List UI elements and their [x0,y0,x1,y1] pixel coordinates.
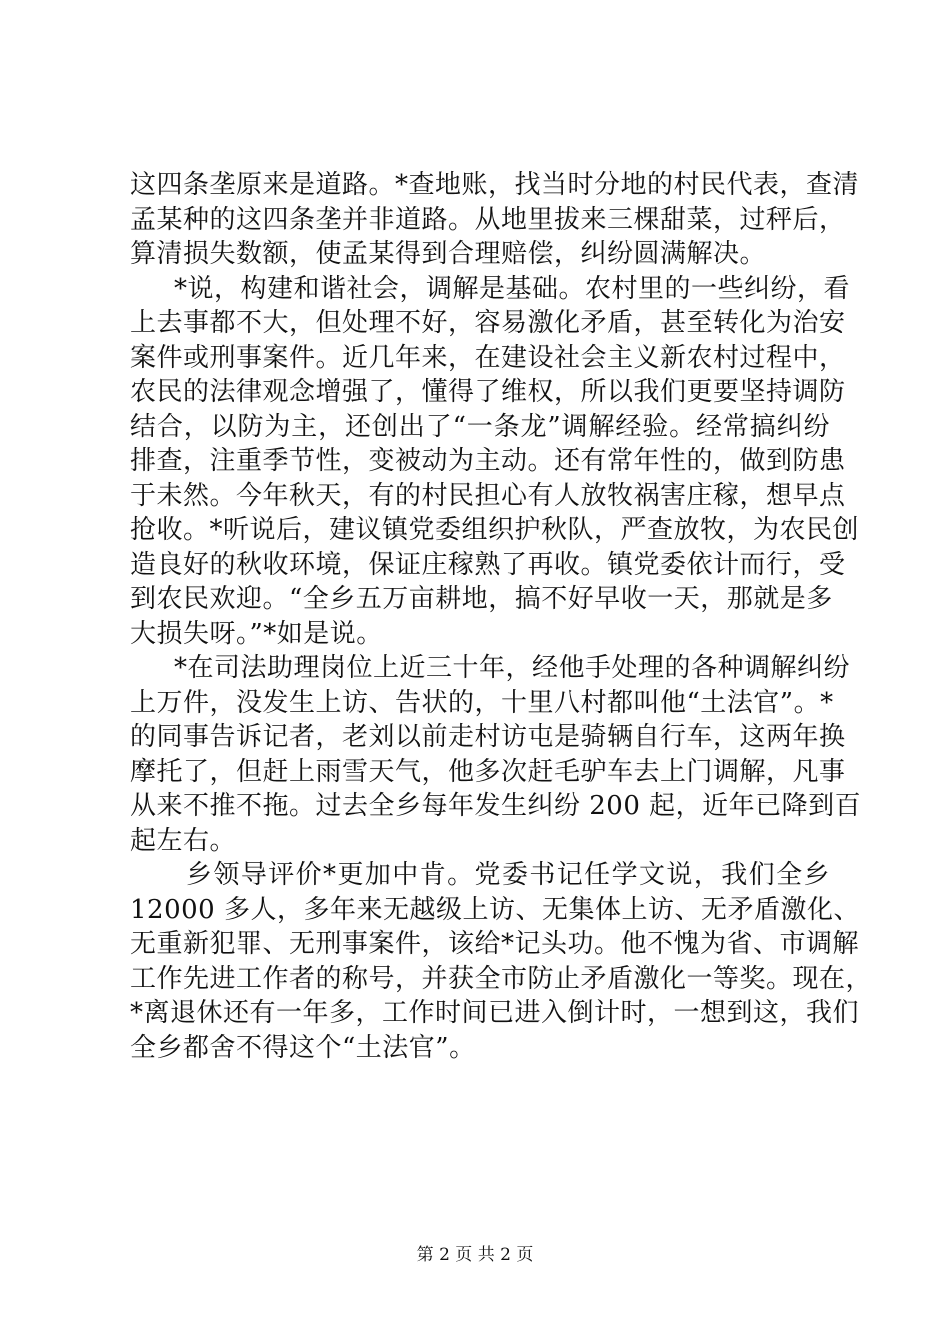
text-line: 孟某种的这四条垄并非道路。从地里拔来三棵甜菜，过秤后， [130,204,846,235]
text-line: *在司法助理岗位上近三十年，经他手处理的各种调解纠纷 [174,653,851,683]
text-line: 抢收。*听说后，建议镇党委组织护秋队，严查放牧，为农民创 [130,515,860,545]
text-line: 上去事都不大，但处理不好，容易激化矛盾，甚至转化为治安 [130,308,846,338]
text-line: 结合，以防为主，还创出了“一条龙”调解经验。经常搞纠纷 [130,411,830,442]
text-line: 农民的法律观念增强了，懂得了维权，所以我们更要坚持调防 [130,377,846,407]
text-line: 从来不推不拖。过去全乡每年发生纠纷 200 起，近年已降到百 [130,791,862,821]
text-line: 造良好的秋收环境，保证庄稼熟了再收。镇党委依计而行，受 [130,549,846,580]
article-body [130,168,873,1065]
text-line: 乡领导评价*更加中肯。党委书记任学文说，我们全乡 [186,860,830,890]
text-line: 案件或刑事案件。近几年来，在建设社会主义新农村过程中， [130,342,846,373]
page-footer: 第 2 页 共 2 页 [416,1245,534,1265]
text-line: 算清损失数额，使孟某得到合理赔偿，纠纷圆满解决。 [130,239,767,269]
text-line: 这四条垄原来是道路。*查地账，找当时分地的村民代表，查清 [130,170,860,200]
text-line: 大损失呀。”*如是说。 [130,618,383,649]
text-line: 于未然。今年秋天，有的村民担心有人放牧祸害庄稼，想早点 [130,480,846,511]
text-line: 工作先进工作者的称号，并获全市防止矛盾激化一等奖。现在， [130,963,873,994]
text-line: 摩托了，但赶上雨雪天气，他多次赶毛驴车去上门调解，凡事 [130,756,846,787]
text-line: *离退休还有一年多，工作时间已进入倒计时，一想到这，我们 [130,998,860,1028]
text-line: 全乡都舍不得这个“土法官”。 [130,1032,476,1063]
text-line: 上万件，没发生上访、告状的，十里八村都叫他“土法官”。* [130,687,834,718]
text-line: 12000 多人，多年来无越级上访、无集体上访、无矛盾激化、 [130,894,860,925]
text-line: 到农民欢迎。“全乡五万亩耕地，搞不好早收一天，那就是多 [130,584,833,614]
text-line: *说，构建和谐社会，调解是基础。农村里的一些纠纷，看 [174,273,851,304]
text-line: 的同事告诉记者，老刘以前走村访屯是骑辆自行车，这两年换 [130,722,846,752]
text-line: 起左右。 [130,825,237,856]
text-line: 排查，注重季节性，变被动为主动。还有常年性的，做到防患 [130,446,846,476]
text-line: 无重新犯罪、无刑事案件，该给*记头功。他不愧为省、市调解 [130,929,860,959]
